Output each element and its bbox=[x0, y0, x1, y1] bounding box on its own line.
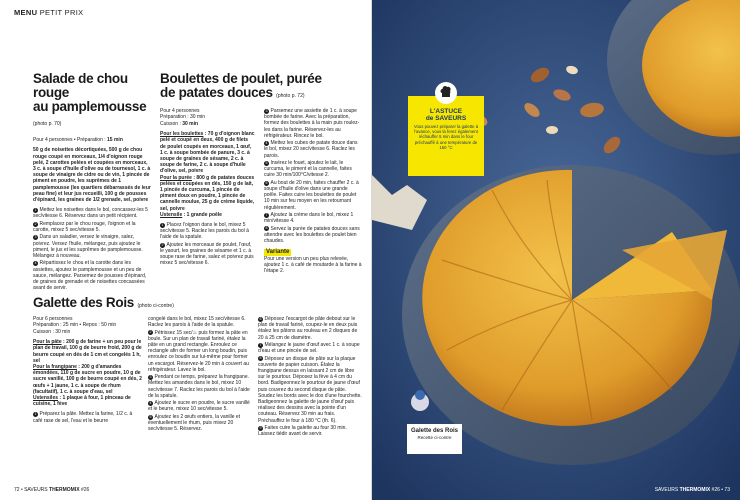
ingredients-text: : 70 g d'oignon blanc pelé et coupé en deux, 400 g de filets de poulet coupés en morceaux, 1 œuf, 1 c. à soupe bombée de panure, 3 c. à soupe de graines de sésame, 2 c. à soupe de farine, 2 c. à soupe d'huile d'olive, sel, poivre bbox=[160, 131, 255, 175]
photo-caption bbox=[407, 424, 462, 454]
step: 2 Pétrissez 15 sec/♨ puis formez la pâte en boule. Sur un plan de travail fariné, étalez la pâte en un grand rectangle. Enroulez ce rectangle afin de former un long boudin, puis enroulez ce boudin sur lui-même pour former un escargot. Réservez-le 20 min à couvert au réfrigérateur. Lavez le bol. bbox=[148, 329, 249, 373]
title-line-1: Galette des Rois bbox=[33, 295, 134, 310]
photo-ref: (photo p. 72) bbox=[276, 93, 305, 99]
ustensile-text: : 1 grande poêle bbox=[182, 211, 222, 218]
step-text: Mettez les noisettes dans le bol, concassez-les 5 sec/vitesse 6. Réservez dans un petit récipient. bbox=[33, 207, 148, 220]
prep-label: Préparation : bbox=[160, 114, 191, 121]
title-line-2: au pamplemousse bbox=[33, 99, 147, 114]
step: 6 Déposez l'escargot de pâte debout sur le plan de travail fariné, coupez-le en deux puis étalez les pâtons au rouleau en 2 disques de 20 à 25 cm de diamètre. bbox=[258, 316, 358, 341]
recipe-meta bbox=[33, 316, 143, 335]
issue-number: #26 • 73 bbox=[710, 487, 730, 493]
step-text: congelé dans le bol, mixez 15 sec/vitesse 6. Raclez les parois à l'aide de la spatule. bbox=[148, 316, 246, 329]
step-text: Ajoutez les 2 œufs entiers, la vanille et éventuellement le rhum, puis mixez 20 sec/vitesse 5. Réservez. bbox=[148, 413, 241, 433]
magazine-name: SAVEURS bbox=[654, 487, 680, 493]
recipe-salade bbox=[33, 72, 151, 293]
step: 4 Répartissez le chou et la carotte dans les assiettes, ajoutez le pamplemousse et un peu de sauce, mélangez. Parsemez de pousses d'épinard, de graines de grenade et de noisettes concassées avant de servir. bbox=[33, 260, 147, 292]
prep-value: 15 min bbox=[107, 137, 123, 143]
cook-label: Cuisson : bbox=[33, 328, 56, 335]
prep-label: • Préparation : bbox=[72, 137, 108, 143]
step: 6 Au bout de 20 min, faites chauffer 2 c. à soupe d'huile d'olive dans une grande poêle. Faites cuire les boulettes de poulet 10 min sur feu moyen en les retournant régulièrement. bbox=[264, 179, 359, 211]
steps bbox=[33, 411, 143, 423]
step-text: Au bout de 20 min, faites chauffer 2 c. à soupe d'huile d'olive dans une grande poêle. Faites cuire les boulettes de poulet 10 min sur feu moyen en les retournant régulièrement. bbox=[264, 179, 359, 211]
step-text: Mettez les cubes de patate douce dans le bol, mixez 20 sec/vitesse 6. Raclez les parois. bbox=[264, 140, 358, 159]
tip-title-line-2: de SAVEURS bbox=[425, 115, 467, 122]
step-text: Placez l'oignon dans le bol, mixez 5 sec/vitesse 5. Raclez les parois du bol à l'aide de la spatule. bbox=[160, 222, 249, 241]
tip-box bbox=[408, 96, 484, 176]
ustensile-label: Ustensiles bbox=[33, 395, 59, 402]
step-text: Ajoutez le sucre en poudre, le sucre vanillé et le beurre, mixez 10 sec/vitesse 5. bbox=[148, 400, 250, 413]
caption-title: Galette des Rois bbox=[410, 428, 458, 434]
title-line-1: Boulettes de poulet, purée bbox=[160, 71, 322, 86]
step: 8 Servez la purée de patates douces sans attendre avec les boulettes de poulet bien chaudes. bbox=[264, 225, 360, 244]
step-text: Pétrissez 15 sec/♨ puis formez la pâte en boule. Sur un plan de travail fariné, étalez la pâte en un grand rectangle. Enroulez ce rectangle afin de former un long boudin, puis enroulez ce boudin sur lui-même pour former un escargot. Réservez-le 20 min à couvert au réfrigérateur. Lavez le bol. bbox=[148, 329, 249, 373]
step: 3 Pendant ce temps, préparez la frangipane. Mettez les amandes dans le bol, mixez 10 sec/vitesse 7. Raclez les parois du bol à l'aide de la spatule. bbox=[148, 374, 250, 399]
brand-name: THERMOMIX bbox=[679, 487, 711, 493]
recipe-meta bbox=[160, 108, 255, 127]
section-subtitle: PETIT PRIX bbox=[39, 8, 84, 17]
recipe-meta bbox=[33, 137, 151, 143]
ingredients-text: : 200 g de farine + un peu pour le plan de travail, 100 g de beurre froid, 200 g de beurre coupé en dés de 1 cm et congelés 1 h, sel bbox=[33, 339, 142, 364]
step: 1 Préparez la pâte. Mettez la farine, 1/2 c. à café rase de sel, l'eau et le beurre bbox=[33, 411, 133, 424]
step: 4 Ajoutez le sucre en poudre, le sucre vanillé et le beurre, mixez 10 sec/vitesse 5. bbox=[148, 400, 250, 413]
right-page bbox=[372, 0, 740, 500]
step-text: Répartissez le chou et la carotte dans les assiettes, ajoutez le pamplemousse et un peu de sauce, mélangez. Parsemez de pousses d'épinard, de graines de grenade et de noisettes concassées avant de servir. bbox=[33, 260, 147, 292]
step: 4 Mettez les cubes de patate douce dans le bol, mixez 20 sec/vitesse 6. Raclez les parois. bbox=[264, 140, 358, 159]
cook-value: 30 min bbox=[55, 328, 71, 335]
step: 2 Ajoutez les morceaux de poulet, l'œuf, le yaourt, les graines de sésame et 1 c. à soupe rase de farine, salez et poivrez puis mixez 5 sec/vitesse 6. bbox=[160, 241, 254, 267]
ustensile-text: : 1 plaque à four, 1 pinceau de cuisine, 1 fève bbox=[33, 395, 131, 408]
issue-number: #26 bbox=[79, 487, 90, 493]
variante-label: Variante bbox=[266, 249, 290, 256]
ustensile-label: Ustensile bbox=[160, 211, 183, 218]
prep-label: Préparation : bbox=[33, 322, 64, 329]
ingredients bbox=[160, 131, 255, 218]
step-text: Dans un saladier, versez le vinaigre, salez, poivrez. Versez l'huile, mélangez, puis ajoutez le piment, le jus et les suprêmes de pamplemousse. Mélangez à nouveau. bbox=[33, 234, 143, 260]
galette-col1 bbox=[33, 316, 143, 425]
step: 5 Ajoutez les 2 œufs entiers, la vanille et éventuellement le rhum, puis mixez 20 sec/vitesse 5. Réservez. bbox=[148, 413, 241, 433]
section-header bbox=[14, 8, 83, 17]
step: 1 Mettez les noisettes dans le bol, concassez-les 5 sec/vitesse 6. Réservez dans un petit récipient. bbox=[33, 207, 148, 220]
magazine-name: SAVEURS bbox=[24, 487, 50, 493]
photo-ref: (photo p. 70) bbox=[33, 121, 62, 127]
cook-value: 30 min bbox=[182, 120, 199, 127]
step-text: Remplacez par le chou rouge, l'oignon et la carotte, mixez 5 sec/vitesse 5. bbox=[33, 220, 136, 234]
step: 9 Faites cuire la galette au four 30 min. Laissez tiédir avant de servir. bbox=[258, 425, 347, 438]
caption-subtitle: Recette ci-contre bbox=[417, 435, 452, 440]
recipe-boulettes bbox=[160, 72, 360, 103]
ingredients-text: : 800 g de patates douces pelées et coupées en dés, 150 g de lait, 1 pincée de curcuma, 1 pincée de piment doux en poudre, 1 pincée de cannelle moulue, 25 g de crème liquide, sel, poivre bbox=[160, 174, 255, 212]
step-text: Pendant ce temps, préparez la frangipane. Mettez les amandes dans le bol, mixez 10 sec/vitesse 7. Raclez les parois du bol à l'aide de la spatule. bbox=[148, 374, 250, 399]
step-text: Ajoutez la crème dans le bol, mixez 1 min/vitesse 4. bbox=[264, 212, 354, 225]
ingredients-label: Pour la pâte bbox=[33, 339, 62, 346]
rest-label: • Repos : bbox=[78, 322, 102, 329]
photo-ref: (photo ci-contre) bbox=[137, 303, 174, 309]
galette-col2 bbox=[148, 316, 252, 434]
ingredients-text: : 200 g d'amandes émondées, 110 g de sucre en poudre, 10 g de sucre vanillé, 100 g de beurre coupé en dés, 2 œufs + 1 jaune, 1 c. à soupe de rhum (facultatif), 1 c. à soupe d'eau, sel bbox=[33, 364, 142, 395]
people: Pour 6 personnes bbox=[33, 316, 73, 322]
step: 7 Mélangez le jaune d'œuf avec 1 c. à soupe d'eau et une pincée de sel. bbox=[258, 342, 360, 355]
variante-text: Pour une version un peu plus relevée, ajoutez 1 c. à café de moutarde à la farine à l'étape 2. bbox=[264, 255, 362, 274]
chef-hat-badge bbox=[435, 82, 457, 104]
section-name: MENU bbox=[14, 8, 38, 17]
step: 2 Remplacez par le chou rouge, l'oignon et la carotte, mixez 5 sec/vitesse 5. bbox=[33, 220, 136, 234]
step: 3 Parsemez une assiette de 1 c. à soupe bombée de farine. Avec la préparation, formez des boulettes à la main puis roulez-les dans la farine. Réservez-les au réfrigérateur. Rincez le bol. bbox=[264, 108, 360, 139]
step-text: Insérez le fouet, ajoutez le lait, le curcuma, le piment et la cannelle, faites cuire 30 min/100°C/vitesse 2. bbox=[264, 160, 352, 179]
step-text: Mélangez le jaune d'œuf avec 1 c. à soupe d'eau et une pincée de sel. bbox=[258, 342, 360, 355]
page-footer bbox=[14, 487, 89, 493]
ingredients bbox=[33, 339, 143, 407]
recipe-title bbox=[160, 72, 360, 103]
step-text: Déposez l'escargot de pâte debout sur le plan de travail fariné, coupez-le en deux puis étalez les pâtons au rouleau en 2 disques de 20 à 25 cm de diamètre. bbox=[258, 316, 358, 341]
chef-hat-icon bbox=[440, 85, 452, 99]
step bbox=[148, 316, 252, 328]
step-text: Déposez un disque de pâte sur la plaque couverte de papier cuisson. Étalez la frangipane dessus en laissant 2 cm de libre sur le pourtour. Déposez la fève à 4 cm du bord. Badigeonnez le pourtour de jaune d'œuf puis couvrez du second disque de pâte. Soudez les bords avec le dos d'une fourchette. Badigeonnez la galette de jaune d'œuf puis réalisez des dessins avec la pointe d'un couteau. Réservez 30 min au frais. Préchauffez le four à 180 °C (th. 6). bbox=[258, 355, 362, 424]
recipe-galette bbox=[33, 296, 233, 313]
step-text: Ajoutez les morceaux de poulet, l'œuf, le yaourt, les graines de sésame et 1 c. à soupe rase de farine, salez et poivrez puis mixez 5 sec/vitesse 6. bbox=[160, 241, 254, 267]
step-text: Servez la purée de patates douces sans attendre avec les boulettes de poulet bien chaudes. bbox=[264, 225, 360, 244]
title-line-1: Salade de chou rouge bbox=[33, 71, 128, 100]
galette-col3 bbox=[258, 316, 362, 439]
steps bbox=[33, 207, 151, 291]
step: 8 Déposez un disque de pâte sur la plaque couverte de papier cuisson. Étalez la frangipane dessus en laissant 2 cm de libre sur le pourtour. Déposez la fève à 4 cm du bord. Badigeonnez le pourtour de jaune d'œuf puis couvrez du second disque de pâte. Soudez les bords avec le dos d'une fourchette. Badigeonnez la galette de jaune d'œuf puis réalisez des dessins avec la pointe d'un couteau. Réservez 30 min au frais. Préchauffez le four à 180 °C (th. 6). bbox=[258, 355, 362, 424]
boulettes-col2 bbox=[264, 108, 362, 275]
steps bbox=[160, 222, 255, 267]
recipe-title bbox=[33, 72, 151, 131]
step-text: Préparez la pâte. Mettez la farine, 1/2 c. à café rase de sel, l'eau et le beurre bbox=[33, 411, 133, 424]
tip-title-line-1: L'ASTUCE bbox=[429, 108, 463, 115]
ingredients-label: Pour les boulettes bbox=[160, 131, 204, 138]
step: 7 Ajoutez la crème dans le bol, mixez 1 min/vitesse 4. bbox=[264, 212, 354, 225]
step-text: Parsemez une assiette de 1 c. à soupe bombée de farine. Avec la préparation, formez des boulettes à la main puis roulez-les dans la farine. Réservez-les au réfrigérateur. Rincez le bol. bbox=[264, 108, 360, 139]
boulettes-col1 bbox=[160, 108, 255, 268]
step: 3 Dans un saladier, versez le vinaigre, salez, poivrez. Versez l'huile, mélangez, puis ajoutez le piment, le jus et les suprêmes de pamplemousse. Mélangez à nouveau. bbox=[33, 234, 143, 260]
ingredients-label: Pour la purée bbox=[160, 174, 192, 181]
step: 1 Placez l'oignon dans le bol, mixez 5 sec/vitesse 5. Raclez les parois du bol à l'aide de la spatule. bbox=[160, 222, 249, 241]
recipe-title bbox=[33, 296, 233, 313]
step: 5 Insérez le fouet, ajoutez le lait, le curcuma, le piment et la cannelle, faites cuire 30 min/100°C/vitesse 2. bbox=[264, 160, 352, 179]
ingredients-label: Pour la frangipane bbox=[33, 364, 77, 371]
cook-label: Cuisson : bbox=[160, 120, 183, 127]
step-text: Faites cuire la galette au four 30 min. Laissez tiédir avant de servir. bbox=[258, 425, 347, 438]
tip-text: Vous pouvez préparer la galette à l'avance, vous la ferez également réchauffer 5 min dans le four préchauffé à une température de 160 °C bbox=[413, 124, 479, 150]
people: Pour 4 personnes bbox=[160, 108, 200, 114]
page-number: 72 • bbox=[14, 487, 25, 493]
people: Pour 4 personnes bbox=[33, 137, 73, 143]
prep-value: 25 min bbox=[63, 322, 79, 329]
title-line-2: de patates douces bbox=[160, 85, 273, 100]
page-footer bbox=[655, 487, 730, 493]
prep-value: 30 min bbox=[190, 114, 206, 121]
brand-name: THERMOMIX bbox=[49, 487, 80, 493]
ingredients: 50 g de noisettes décortiquées, 500 g de chou rouge coupé en morceaux, 1/4 d'oignon rouge pelé, 2 carottes pelées et coupées en morceaux, 3 c. à soupe d'huile d'olive ou de tournesol, 1 c. à soupe de vinaigre de cidre ou de vin, 1 pincée de piment en poudre, les suprêmes de 1 pamplemousse (les quartiers débarrassés de leur peau fine) et leur jus recueilli, 100 g de pousses d'épinard, les graines de 1/2 grenade, sel, poivre bbox=[33, 147, 151, 204]
rest-value: 50 min bbox=[101, 322, 117, 329]
